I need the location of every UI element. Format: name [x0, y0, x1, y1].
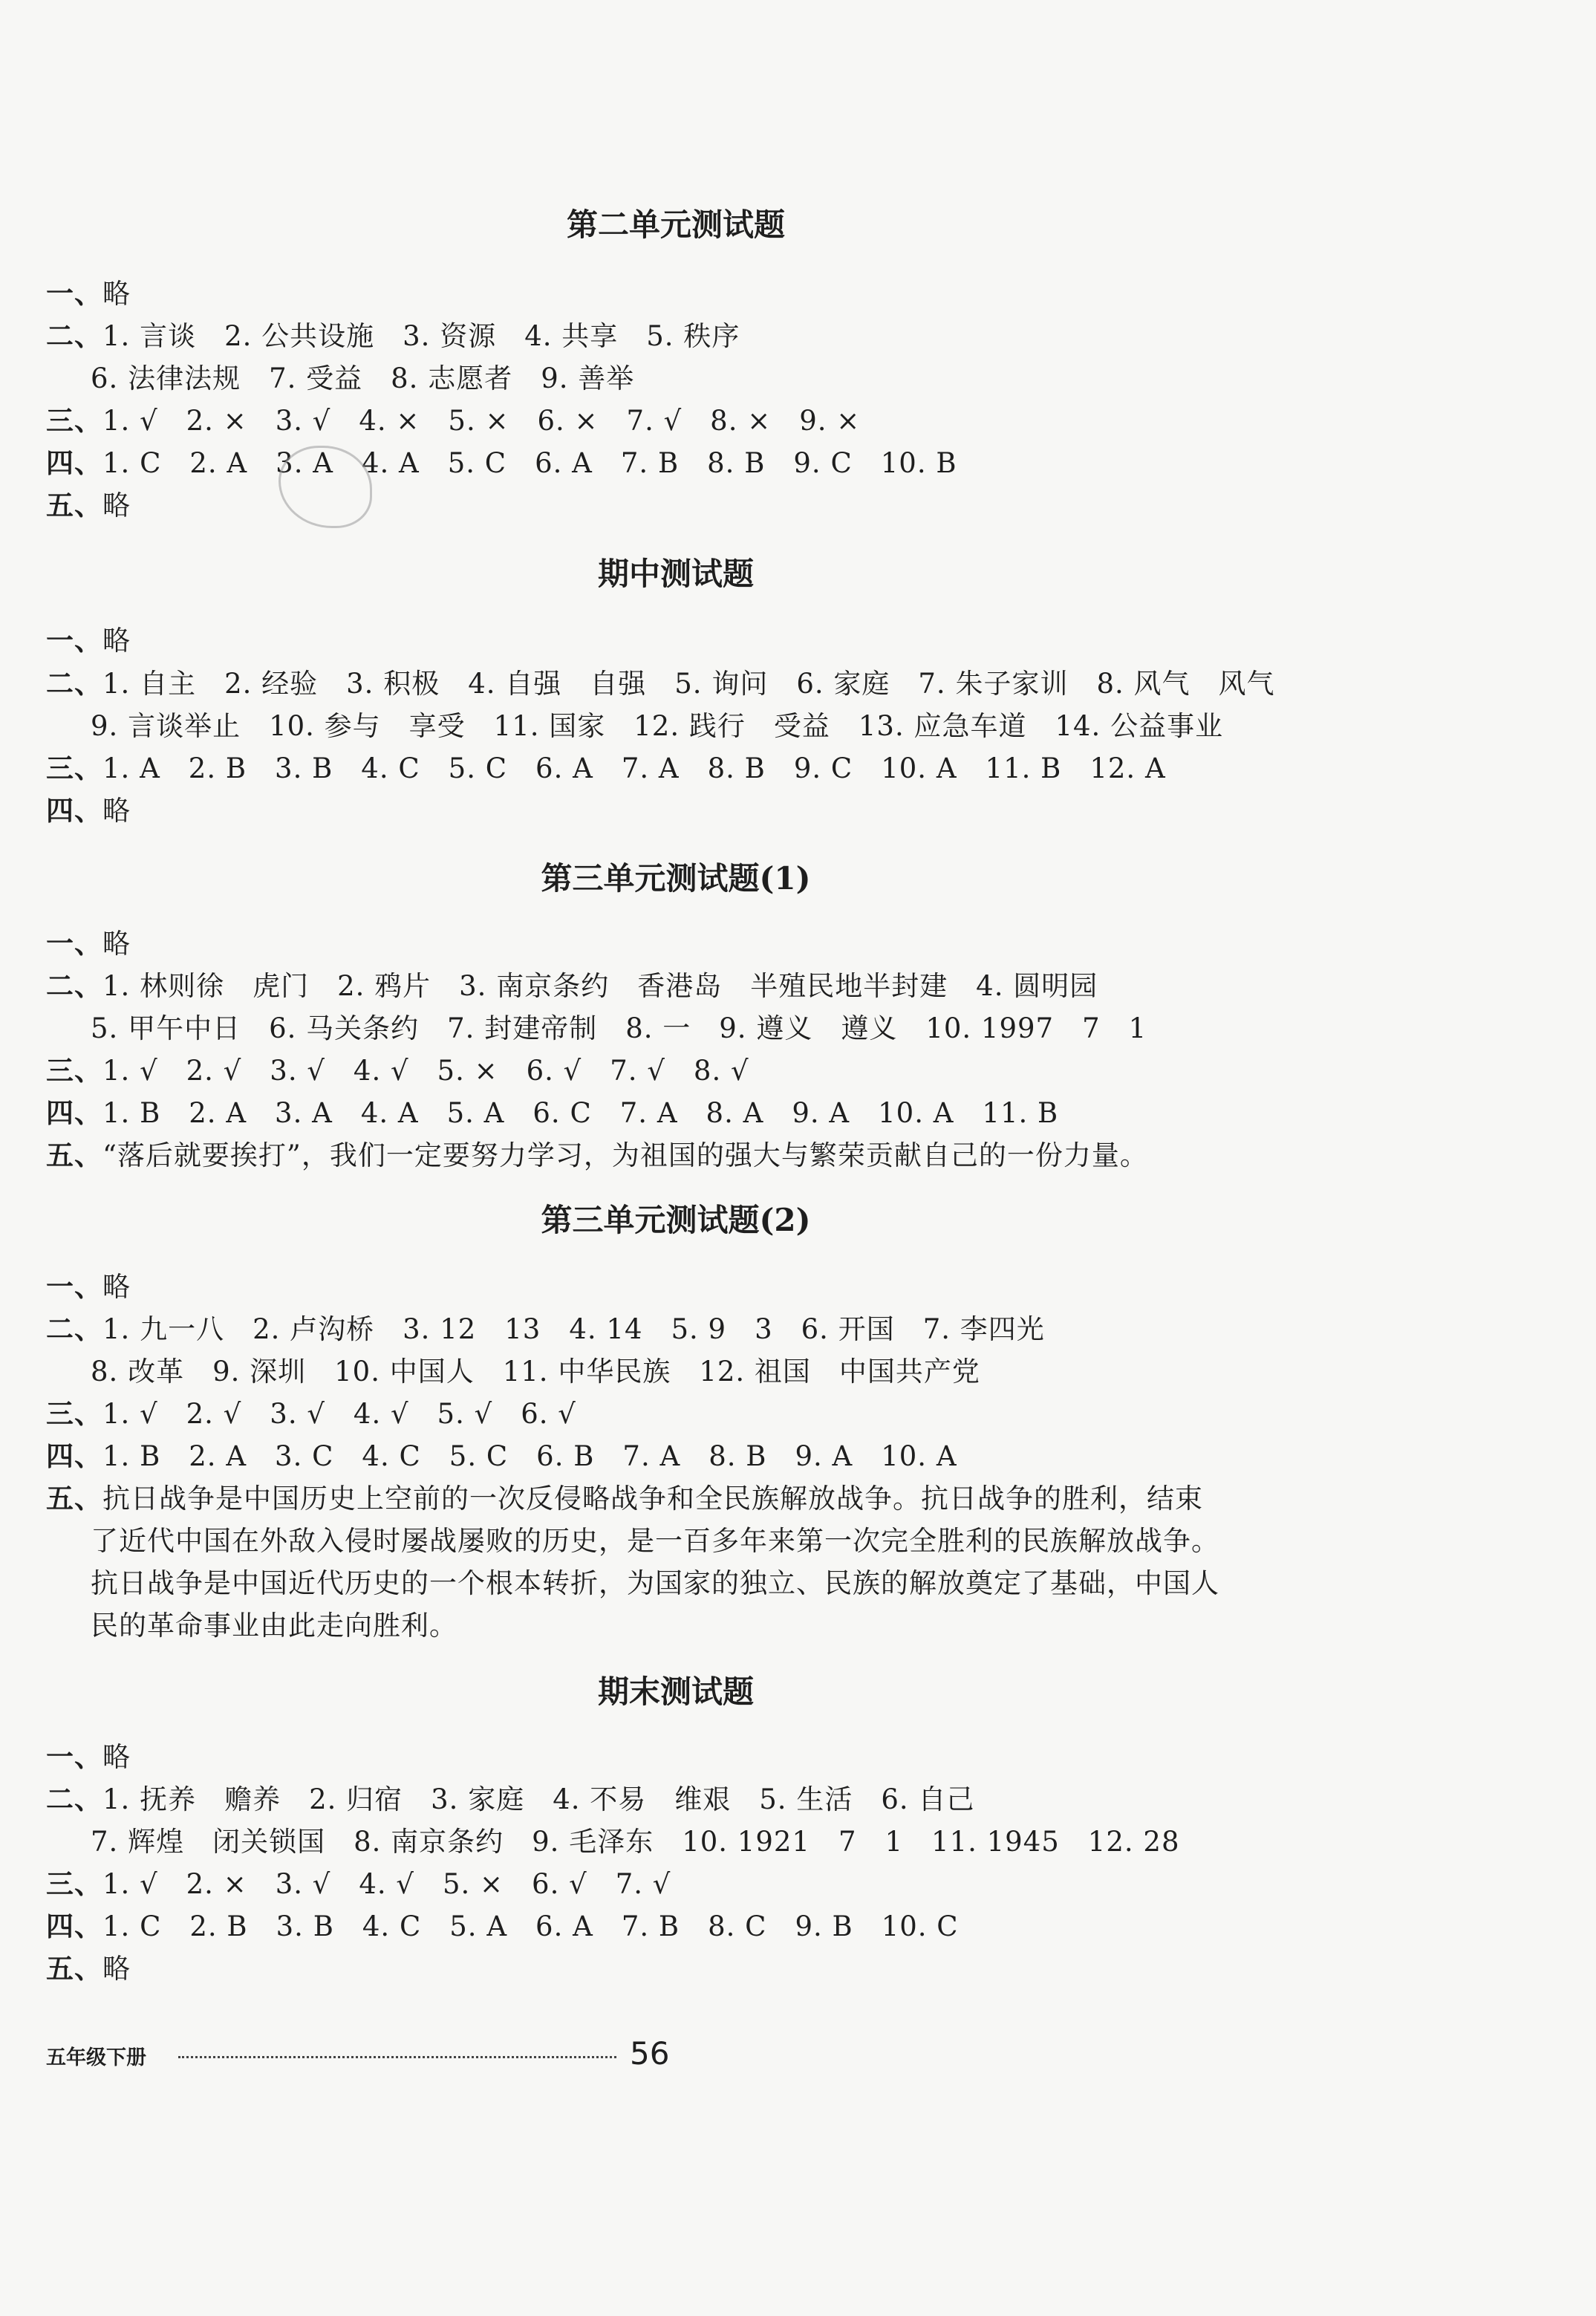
answer-line: 二、1. 言谈 2. 公共设施 3. 资源 4. 共享 5. 秩序 [46, 319, 740, 352]
section-title: 第三单元测试题(1) [541, 860, 811, 897]
answer-line: 三、1. √ 2. × 3. √ 4. × 5. × 6. × 7. √ 8. × 9. × [46, 404, 861, 437]
stamp-mark [279, 446, 372, 528]
answer-line: 二、1. 林则徐 虎门 2. 鸦片 3. 南京条约 香港岛 半殖民地半封建 4. 圆明园 [46, 969, 1098, 1002]
answer-line: 五、抗日战争是中国历史上空前的一次反侵略战争和全民族解放战争。抗日战争的胜利，结束 [46, 1482, 1203, 1515]
answer-line: 五、略 [46, 489, 131, 521]
answer-line: 了近代中国在外敌入侵时屡战屡败的历史，是一百多年来第一次完全胜利的民族解放战争。 [91, 1525, 1219, 1557]
answer-line: 8. 改革 9. 深圳 10. 中国人 11. 中华民族 12. 祖国 中国共产党 [91, 1356, 980, 1388]
answer-line: 一、略 [46, 624, 131, 657]
answer-line: 四、略 [46, 794, 131, 827]
answer-line: 一、略 [46, 1270, 131, 1303]
answer-line: 5. 甲午中日 6. 马关条约 7. 封建帝制 8. 一 9. 遵义 遵义 10. 1997 7 1 [91, 1012, 1147, 1044]
answer-line: 6. 法律法规 7. 受益 8. 志愿者 9. 善举 [91, 362, 635, 394]
answer-line: 三、1. √ 2. √ 3. √ 4. √ 5. √ 6. √ [46, 1397, 576, 1430]
answer-line: 四、1. C 2. A 3. A 4. A 5. C 6. A 7. B 8. B 9. C 10. B [46, 446, 957, 479]
answer-line: 7. 辉煌 闭关锁国 8. 南京条约 9. 毛泽东 10. 1921 7 1 11. 1945 12. 28 [91, 1826, 1180, 1858]
answer-line: 四、1. C 2. B 3. B 4. C 5. A 6. A 7. B 8. C 9. B 10. C [46, 1910, 959, 1942]
answer-line: 抗日战争是中国近代历史的一个根本转折，为国家的独立、民族的解放奠定了基础，中国人 [91, 1567, 1219, 1599]
answer-line: 三、1. √ 2. √ 3. √ 4. √ 5. × 6. √ 7. √ 8. √ [46, 1054, 749, 1087]
footer-grade: 五年级下册 [46, 2046, 146, 2069]
answer-line: 三、1. √ 2. × 3. √ 4. √ 5. × 6. √ 7. √ [46, 1867, 671, 1900]
section-title: 第三单元测试题(2) [541, 1202, 811, 1238]
answer-line: 一、略 [46, 1740, 131, 1773]
section-title: 第二单元测试题 [566, 206, 785, 243]
answer-line: 二、1. 九一八 2. 卢沟桥 3. 12 13 4. 14 5. 9 3 6. 开国 7. 李四光 [46, 1312, 1045, 1345]
answer-line: 五、“落后就要挨打”，我们一定要努力学习，为祖国的强大与繁荣贡献自己的一份力量。 [46, 1139, 1148, 1171]
answer-line: 一、略 [46, 927, 131, 960]
section-title: 期末测试题 [597, 1673, 754, 1710]
footer-divider [178, 2056, 616, 2058]
section-title: 期中测试题 [597, 556, 754, 592]
answer-line: 四、1. B 2. A 3. A 4. A 5. A 6. C 7. A 8. A 9. A 10. A 11. B [46, 1096, 1059, 1129]
answer-line: 三、1. A 2. B 3. B 4. C 5. C 6. A 7. A 8. B 9. C 10. A 11. B 12. A [46, 752, 1166, 784]
answer-line: 四、1. B 2. A 3. C 4. C 5. C 6. B 7. A 8. B 9. A 10. A [46, 1440, 957, 1472]
answer-line: 9. 言谈举止 10. 参与 享受 11. 国家 12. 践行 受益 13. 应急车道 14. 公益事业 [91, 710, 1224, 742]
answer-line: 二、1. 自主 2. 经验 3. 积极 4. 自强 自强 5. 询问 6. 家庭 7. 朱子家训 8. 风气 风气 [46, 667, 1275, 700]
answer-line: 民的革命事业由此走向胜利。 [91, 1610, 457, 1642]
answer-line: 二、1. 抚养 赡养 2. 归宿 3. 家庭 4. 不易 维艰 5. 生活 6. 自己 [46, 1783, 975, 1815]
answer-line: 五、略 [46, 1952, 131, 1985]
page-number: 56 [630, 2035, 670, 2072]
answer-line: 一、略 [46, 277, 131, 310]
